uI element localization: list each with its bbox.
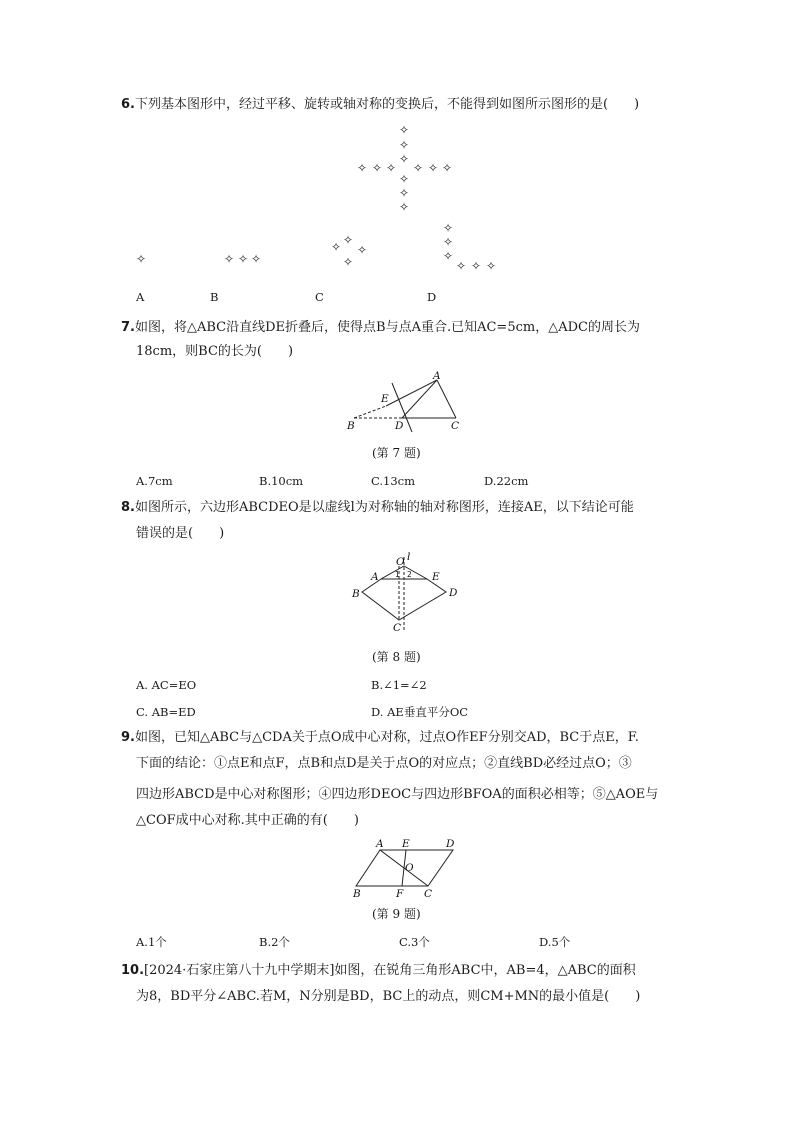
star-icon: ✧ (135, 252, 147, 266)
star-icon: ✧ (223, 252, 235, 266)
figure-caption: (第 8 题) (372, 650, 421, 664)
point-label-f: F (396, 888, 404, 900)
option-c[interactable]: C. AB=ED (136, 705, 196, 719)
option-b[interactable]: B (210, 290, 219, 304)
option-d[interactable]: D. AE垂直平分OC (371, 705, 469, 719)
star-icon: ✧ (427, 161, 439, 175)
question-number: 9. (121, 730, 135, 745)
point-label-o: O (396, 556, 405, 568)
option-c[interactable]: C.3个 (399, 935, 430, 949)
option-c[interactable]: C.13cm (371, 474, 416, 488)
star-icon: ✧ (398, 123, 410, 137)
question-9-cont-1: 下面的结论：①点E和点F，点B和点D是关于点O的对应点；②直线BD必经过点O；③ (136, 756, 632, 771)
question-8-cont: 错误的是( ) (136, 526, 225, 541)
question-text: [2024·石家庄第八十九中学期末]如图，在锐角三角形ABC中，AB=4，△ABC的面积 (144, 963, 636, 978)
star-icon: ✧ (385, 161, 397, 175)
figure-caption: (第 9 题) (372, 907, 421, 921)
star-icon: ✧ (398, 138, 410, 152)
star-icon: ✧ (412, 161, 424, 175)
question-number: 6. (121, 97, 135, 112)
figure-caption: (第 7 题) (372, 446, 421, 460)
angle-label-1: 1 (395, 570, 400, 579)
question-text: 如图，将△ABC沿直线DE折叠后，使得点B与点A重合.已知AC=5cm，△ADC的周长为 (134, 320, 640, 335)
star-icon: ✧ (330, 240, 342, 254)
star-icon: ✧ (470, 259, 482, 273)
point-label-e: E (402, 838, 410, 850)
star-icon: ✧ (398, 172, 410, 186)
point-label-c: C (451, 420, 460, 432)
star-icon: ✧ (237, 252, 249, 266)
option-d[interactable]: D.22cm (484, 474, 529, 488)
question-9-cont-3: △COF成中心对称.其中正确的有( ) (136, 813, 359, 828)
question-text: 如图所示，六边形ABCDEO是以虚线l为对称轴的轴对称图形，连接AE，以下结论可能 (134, 500, 634, 515)
option-c[interactable]: C (315, 290, 324, 304)
star-icon: ✧ (442, 235, 454, 249)
question-10-cont: 为8，BD平分∠ABC.若M，N分别是BD，BC上的动点，则CM+MN的最小值是( ) (136, 989, 641, 1004)
star-icon: ✧ (250, 252, 262, 266)
star-icon: ✧ (398, 152, 410, 166)
option-b[interactable]: B.10cm (259, 474, 304, 488)
angle-label-2: 2 (407, 570, 412, 579)
point-label-e: E (381, 393, 389, 405)
star-icon: ✧ (442, 221, 454, 235)
option-a[interactable]: A.1个 (136, 935, 167, 949)
star-icon: ✧ (442, 249, 454, 263)
star-icon: ✧ (371, 161, 383, 175)
question-number: 8. (121, 500, 135, 515)
option-b[interactable]: B.2个 (259, 935, 290, 949)
point-label-d: D (395, 420, 404, 432)
question-9-cont-2: 四边形ABCD是中心对称图形；④四边形DEOC与四边形BFOA的面积必相等；⑤△AOE与 (136, 787, 659, 802)
question-10 (121, 963, 636, 979)
question-7-cont: 18cm，则BC的长为( ) (136, 344, 294, 359)
axis-label-l: l (407, 551, 411, 563)
question-number: 10. (121, 963, 145, 978)
option-a[interactable]: A (136, 290, 145, 304)
option-a[interactable]: A.7cm (136, 474, 173, 488)
point-label-b: B (353, 888, 361, 900)
star-icon: ✧ (398, 186, 410, 200)
point-label-o: O (405, 862, 414, 874)
option-d[interactable]: D (427, 290, 437, 304)
star-icon: ✧ (398, 200, 410, 214)
star-icon: ✧ (356, 243, 368, 257)
question-number: 7. (121, 320, 135, 335)
point-label-c: C (424, 888, 433, 900)
point-label-e: E (432, 571, 440, 583)
option-b[interactable]: B.∠1=∠2 (371, 678, 427, 692)
star-icon: ✧ (342, 255, 354, 269)
point-label-d: D (446, 838, 455, 850)
point-label-b: B (352, 588, 360, 600)
point-label-a: A (371, 571, 379, 583)
star-icon: ✧ (455, 259, 467, 273)
star-icon: ✧ (485, 259, 497, 273)
point-label-b: B (347, 420, 355, 432)
option-a[interactable]: A. AC=EO (136, 678, 197, 692)
question-text: 如图，已知△ABC与△CDA关于点O成中心对称，过点O作EF分别交AD，BC于点E，F. (134, 730, 639, 745)
question-text: 下列基本图形中，经过平移、旋转或轴对称的变换后，不能得到如图所示图形的是( ) (134, 97, 640, 112)
star-icon: ✧ (342, 233, 354, 247)
point-label-a: A (376, 838, 384, 850)
point-label-d: D (449, 587, 458, 599)
option-d[interactable]: D.5个 (539, 935, 571, 949)
point-label-a: A (433, 370, 441, 382)
star-icon: ✧ (441, 161, 453, 175)
point-label-c: C (393, 622, 402, 634)
star-icon: ✧ (356, 161, 368, 175)
